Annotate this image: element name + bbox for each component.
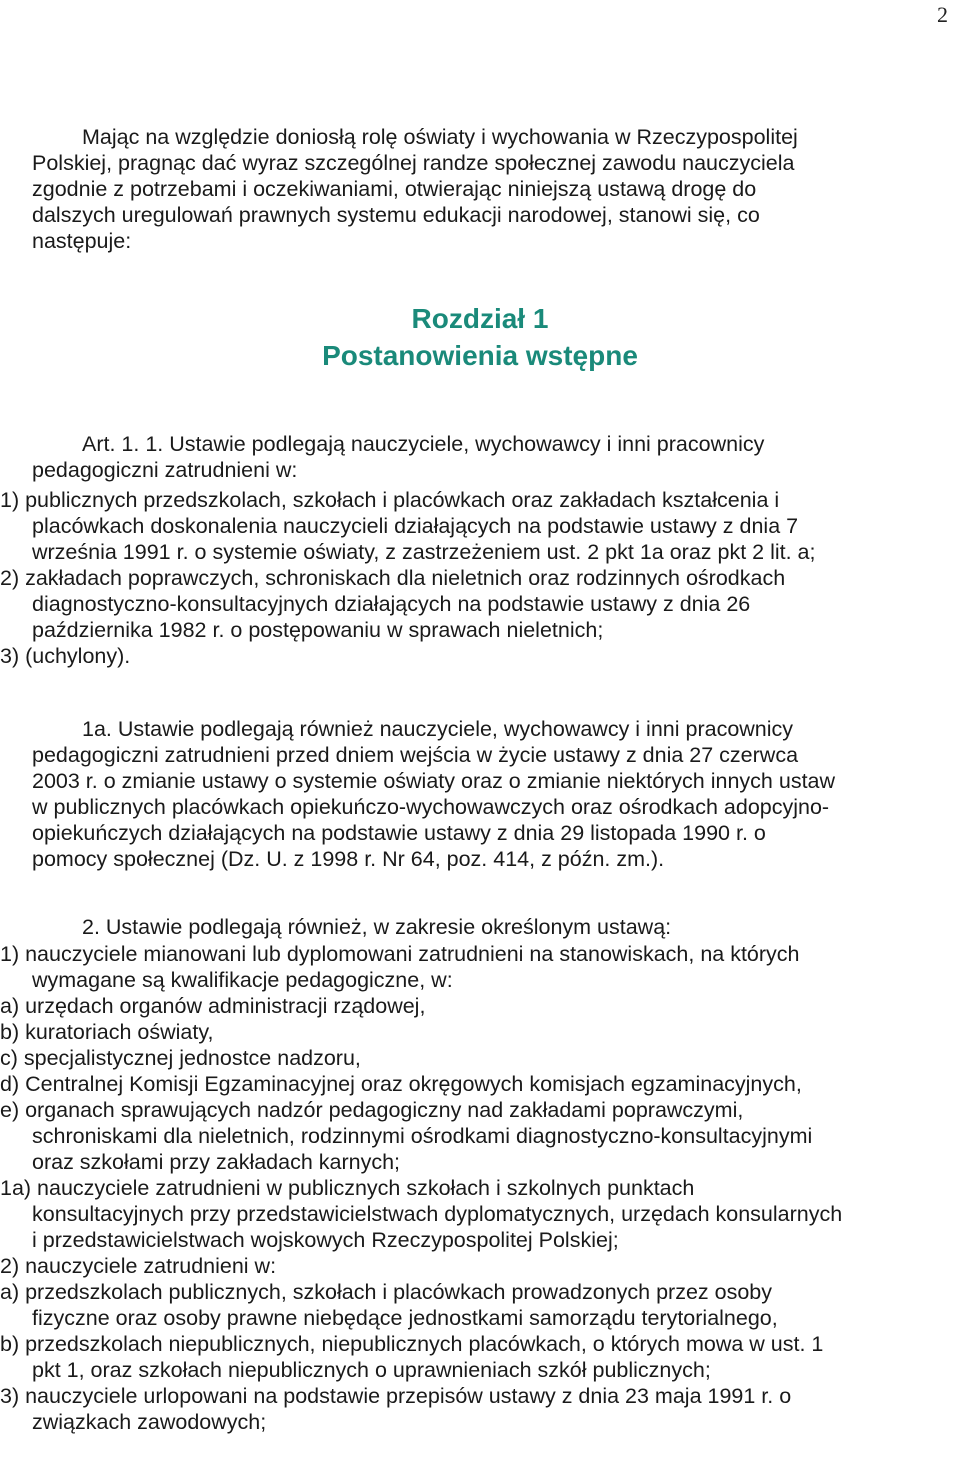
- list-item-cont: schroniskami dla nieletnich, rodzinnymi ośrodkami diagnostyczno-konsultacyjnymi: [32, 1124, 813, 1148]
- preamble-line: dalszych uregulowań prawnych systemu edukacji narodowej, stanowi się, co: [32, 203, 760, 227]
- preamble-line: zgodnie z potrzebami i oczekiwaniami, otwierając niniejszą ustawą drogę do: [32, 177, 757, 201]
- list-item: d) Centralnej Komisji Egzaminacyjnej oraz okręgowych komisjach egzaminacyjnych,: [0, 1072, 802, 1096]
- preamble: [32, 124, 942, 254]
- list-item-cont: konsultacyjnych przy przedstawicielstwach dyplomatycznych, urzędach konsularnych: [32, 1202, 843, 1226]
- list-item: a) przedszkolach publicznych, szkołach i placówkach prowadzonych przez osoby: [0, 1280, 772, 1304]
- chapter-number: Rozdział 1: [411, 303, 549, 334]
- paragraph-line: pomocy społecznej (Dz. U. z 1998 r. Nr 64, poz. 414, z późn. zm.).: [32, 847, 665, 871]
- list-item-cont: oraz szkołami przy zakładach karnych;: [32, 1150, 401, 1174]
- list-item-cont: placówkach doskonalenia nauczycieli działających na podstawie ustawy z dnia 7: [32, 514, 799, 538]
- article-1-items: [0, 487, 950, 669]
- list-item-cont: fizyczne oraz osoby prawne niebędące jednostkami samorządu terytorialnego,: [32, 1306, 778, 1330]
- list-item-cont: października 1982 r. o postępowaniu w sprawach nieletnich;: [32, 618, 604, 642]
- list-item: 1) publicznych przedszkolach, szkołach i placówkach oraz zakładach kształcenia i: [0, 488, 780, 512]
- preamble-line: Polskiej, pragnąc dać wyraz szczególnej randze społecznej zawodu nauczyciela: [32, 151, 795, 175]
- article-heading-line: Art. 1. 1. Ustawie podlegają nauczyciele, wychowawcy i inni pracownicy: [82, 432, 765, 456]
- preamble-line: następuje:: [32, 229, 132, 253]
- list-item-cont: pkt 1, oraz szkołach niepublicznych o uprawnieniach szkół publicznych;: [32, 1358, 711, 1382]
- list-item: c) specjalistycznej jednostce nadzoru,: [0, 1046, 361, 1070]
- chapter-title: Postanowienia wstępne: [322, 340, 638, 371]
- paragraph-2-intro: [32, 914, 942, 940]
- list-item: 1a) nauczyciele zatrudnieni w publicznych szkołach i szkolnych punktach: [0, 1176, 695, 1200]
- preamble-line: Mając na względzie doniosłą rolę oświaty i wychowania w Rzeczypospolitej: [82, 125, 798, 149]
- list-item: 2) zakładach poprawczych, schroniskach dla nieletnich oraz rodzinnych ośrodkach: [0, 566, 786, 590]
- paragraph-2-list: [0, 941, 950, 1435]
- article-1: [32, 431, 942, 483]
- list-item-cont: września 1991 r. o systemie oświaty, z zastrzeżeniem ust. 2 pkt 1a oraz pkt 2 lit. a;: [32, 540, 816, 564]
- paragraph-line: opiekuńczych działających na podstawie ustawy z dnia 29 listopada 1990 r. o: [32, 821, 766, 845]
- list-item: e) organach sprawujących nadzór pedagogiczny nad zakładami poprawczymi,: [0, 1098, 744, 1122]
- paragraph-line: 1a. Ustawie podlegają również nauczyciele, wychowawcy i inni pracownicy: [82, 717, 794, 741]
- list-item: 2) nauczyciele zatrudnieni w:: [0, 1254, 277, 1278]
- list-item: 1) nauczyciele mianowani lub dyplomowani zatrudnieni na stanowiskach, na których: [0, 942, 800, 966]
- list-item-cont: diagnostyczno-konsultacyjnych działających na podstawie ustawy z dnia 26: [32, 592, 751, 616]
- list-item: b) kuratoriach oświaty,: [0, 1020, 214, 1044]
- list-item: 3) nauczyciele urlopowani na podstawie przepisów ustawy z dnia 23 maja 1991 r. o: [0, 1384, 792, 1408]
- article-line: pedagogiczni zatrudnieni w:: [32, 458, 298, 482]
- paragraph-line: w publicznych placówkach opiekuńczo-wychowawczych oraz ośrodkach adopcyjno-: [32, 795, 830, 819]
- list-item: 3) (uchylony).: [0, 644, 131, 668]
- list-item-cont: związkach zawodowych;: [32, 1410, 267, 1434]
- paragraph-line: pedagogiczni zatrudnieni przed dniem wejścia w życie ustawy z dnia 27 czerwca: [32, 743, 799, 767]
- paragraph-1a: [32, 716, 952, 872]
- list-item: a) urzędach organów administracji rządowej,: [0, 994, 426, 1018]
- paragraph-line: 2003 r. o zmianie ustawy o systemie oświaty oraz o zmianie niektórych innych ustaw: [32, 769, 836, 793]
- page-number: 2: [937, 2, 948, 27]
- list-item-cont: wymagane są kwalifikacje pedagogiczne, w:: [32, 968, 453, 992]
- paragraph-line: 2. Ustawie podlegają również, w zakresie określonym ustawą:: [82, 915, 672, 939]
- list-item-cont: i przedstawicielstwach wojskowych Rzeczypospolitej Polskiej;: [32, 1228, 619, 1252]
- list-item: b) przedszkolach niepublicznych, niepublicznych placówkach, o których mowa w ust. 1: [0, 1332, 824, 1356]
